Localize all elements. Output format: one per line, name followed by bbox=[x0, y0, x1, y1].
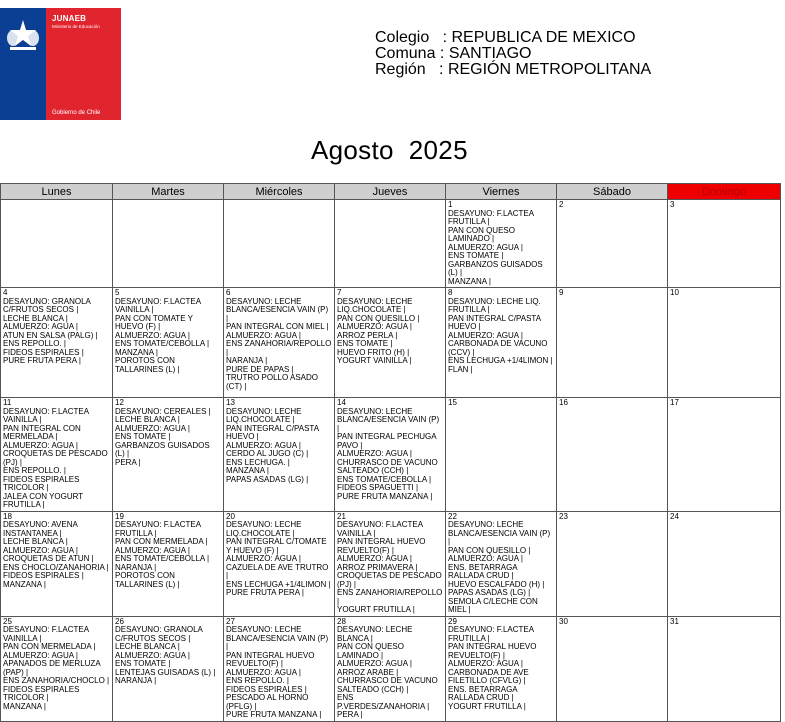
day-menu-text: DESAYUNO: LECHE BLANCA/ESENCIA VAIN (P) | PAN CON QUESILLO | ALMUERZO: AGUA | ENS. BETARRAGA RALLADA CRUD | HUEVO ESCALFADO (H) | PAPAS ASADAS (LG) | SEMOLA C/LECHE CON MIEL | bbox=[448, 520, 551, 614]
day-menu-text: DESAYUNO: F.LACTEA VAINILLA | PAN CON MERMELADA | ALMUERZO: AGUA | APANADOS DE MERLUZA (PAP) | ENS ZANAHORIA/CHOCLO | FIDEOS ESPIRALES TRICOLOR | MANZANA | bbox=[3, 625, 110, 711]
day-cell bbox=[446, 200, 557, 288]
day-number: 17 bbox=[670, 398, 679, 407]
day-number: 21 bbox=[337, 511, 346, 521]
day-menu-text: DESAYUNO: F.LACTEA VAINILLA | PAN INTEGRAL HUEVO REVUELTO(F) | ALMUERZO: AGUA | ARROZ PRIMAVERA | CROQUETAS DE PESCADO (PJ) | ENS ZANAHORIA/REPOLLO | YOGURT FRUTILLA | bbox=[337, 520, 443, 614]
day-cell bbox=[446, 288, 557, 398]
junaeb-logo bbox=[0, 8, 121, 120]
day-number: 16 bbox=[559, 398, 568, 407]
day-number: 25 bbox=[3, 616, 12, 626]
day-cell bbox=[557, 616, 668, 721]
day-number: 15 bbox=[448, 398, 457, 407]
day-number: 23 bbox=[559, 511, 568, 521]
day-cell bbox=[335, 288, 446, 398]
day-cell bbox=[557, 200, 668, 288]
day-cell bbox=[335, 398, 446, 512]
comuna-value: SANTIAGO bbox=[448, 45, 532, 62]
menu-calendar bbox=[0, 183, 781, 722]
day-number: 3 bbox=[670, 200, 675, 209]
day-cell bbox=[113, 616, 224, 721]
day-number: 9 bbox=[559, 288, 564, 297]
logo-government-text: Gobierno de Chile bbox=[52, 110, 101, 116]
day-menu-text: DESAYUNO: LECHE BLANCA/ESENCIA VAIN (P) | PAN INTEGRAL PECHUGA PAVO | ALMUERZO: AGUA | CHURRASCO DE VACUNO SALTEADO (CCH) | ENS TOMATE/CEBOLLA | FIDEOS SPAGUETTI | PURE FRUTA MANZANA | bbox=[337, 406, 440, 501]
day-number: 10 bbox=[670, 288, 679, 297]
day-menu-text: DESAYUNO: F.LACTEA FRUTILLA | PAN INTEGRAL HUEVO REVUELTO(F) | ALMUERZO: AGUA | CARBONADA DE AVE FILETILLO (CFVLG) | ENS. BETARRAGA RALLADA CRUD | YOGURT FRUTILLA | bbox=[448, 625, 537, 711]
weekday-header-viernes: Viernes bbox=[446, 184, 557, 200]
day-number: 29 bbox=[448, 616, 457, 626]
day-menu-text: DESAYUNO: LECHE BLANCA/ESENCIA VAIN (P) | PAN INTEGRAL HUEVO REVUELTO(F) | ALMUERZO: AGUA | ENS REPOLLO. | FIDEOS ESPIRALES | PESCADO AL HORNO (PFLG) | PURE FRUTA MANZANA | bbox=[226, 625, 329, 719]
logo-blue-panel bbox=[0, 8, 46, 120]
day-menu-text: DESAYUNO: F.LACTEA VAINILLA | PAN CON TOMATE Y HUEVO (F) | ALMUERZO: AGUA | ENS TOMATE/CEBOLLA | MANZANA | POROTOS CON TALLARINES (L) | bbox=[115, 296, 210, 374]
day-cell bbox=[224, 398, 335, 512]
weekday-header-sabado: Sábado bbox=[557, 184, 668, 200]
day-menu-text: DESAYUNO: GRANOLA C/FRUTOS SECOS | LECHE BLANCA | ALMUERZO: AGUA | ATUN EN SALSA (PALG) | ENS REPOLLO. | FIDEOS ESPIRALES | PURE FRUTA PERA | bbox=[3, 296, 98, 365]
day-cell bbox=[113, 200, 224, 288]
weekday-header-jueves: Jueves bbox=[335, 184, 446, 200]
colegio-row bbox=[375, 30, 651, 46]
day-menu-text: DESAYUNO: LECHE BLANCA | PAN CON QUESO LAMINADO | ALMUERZO: AGUA | ARROZ ARABE | CHURRASCO DE VACUNO SALTEADO (CCH) | ENS P.VERDES/ZANAHORIA | PERA | bbox=[337, 625, 438, 719]
day-cell bbox=[446, 511, 557, 616]
colegio-label: Colegio : bbox=[375, 29, 452, 46]
day-number: 1 bbox=[448, 200, 453, 209]
day-menu-text: DESAYUNO: LECHE LIQ.CHOCOLATE | PAN INTEGRAL C/TOMATE Y HUEVO (F) | ALMUERZO: AGUA | CAZUELA DE AVE TRUTRO | ENS LECHUGA +1/4LIMON | PURE FRUTA PERA | bbox=[226, 520, 331, 597]
day-number: 18 bbox=[3, 511, 12, 521]
day-cell bbox=[113, 511, 224, 616]
weekday-header-row bbox=[1, 184, 781, 200]
day-menu-text: DESAYUNO: LECHE LIQ.CHOCOLATE | PAN CON QUESILLO | ALMUERZO: AGUA | ARROZ PERLA | ENS TOMATE | HUEVO FRITO (H) | YOGURT VAINILLA | bbox=[337, 296, 420, 365]
day-menu-text: DESAYUNO: LECHE LIQ.CHOCOLATE | PAN INTEGRAL C/PASTA HUEVO | ALMUERZO: AGUA | CERDO AL JUGO (C) | ENS LECHUGA. | MANZANA | PAPAS ASADAS (LG) | bbox=[226, 406, 319, 484]
day-cell bbox=[113, 288, 224, 398]
day-menu-text: DESAYUNO: F.LACTEA FRUTILLA | PAN CON QUESO LAMINADO | ALMUERZO: AGUA | ENS TOMATE | GARBANZOS GUISADOS (L) | MANZANA | bbox=[448, 208, 543, 286]
day-number: 22 bbox=[448, 511, 457, 521]
day-cell bbox=[224, 288, 335, 398]
calendar-week-row bbox=[1, 398, 781, 512]
day-cell bbox=[557, 398, 668, 512]
calendar-week-row bbox=[1, 511, 781, 616]
school-info bbox=[375, 30, 651, 78]
day-number: 4 bbox=[3, 288, 8, 297]
day-number: 31 bbox=[670, 616, 679, 626]
day-number: 30 bbox=[559, 616, 568, 626]
day-menu-text: DESAYUNO: F.LACTEA FRUTILLA | PAN CON MERMELADA | ALMUERZO: AGUA | ENS TOMATE/CEBOLLA | NARANJA | POROTOS CON TALLARINES (L) | bbox=[115, 520, 210, 589]
day-number: 2 bbox=[559, 200, 564, 209]
day-cell bbox=[224, 200, 335, 288]
weekday-header-domingo: Domingo bbox=[668, 184, 781, 200]
day-cell bbox=[335, 200, 446, 288]
day-menu-text: DESAYUNO: LECHE BLANCA/ESENCIA VAIN (P) | PAN INTEGRAL CON MIEL | ALMUERZO: AGUA | ENS ZANAHORIA/REPOLLO | NARANJA | PURE DE PAPAS | TRUTRO POLLO ASADO (CT) | bbox=[226, 296, 332, 391]
region-value: REGIÓN METROPOLITANA bbox=[447, 61, 652, 78]
day-cell bbox=[557, 511, 668, 616]
calendar-week-row bbox=[1, 200, 781, 288]
day-number: 14 bbox=[337, 398, 346, 407]
day-number: 5 bbox=[115, 288, 120, 297]
logo-ministry-text: Ministerio de Educación bbox=[52, 24, 100, 29]
day-menu-text: DESAYUNO: LECHE LIQ. FRUTILLA | PAN INTEGRAL C/PASTA HUEVO | ALMUERZO: AGUA | CARBONADA DE VACUNO (CCV) | ENS LECHUGA +1/4LIMON | FLAN | bbox=[448, 296, 553, 374]
day-menu-text: DESAYUNO: AVENA INSTANTANEA | LECHE BLANCA | ALMUERZO: AGUA | CROQUETAS DE ATUN | ENS CHOCLO/ZANAHORIA | FIDEOS ESPIRALES | MANZANA | bbox=[3, 520, 109, 589]
day-cell bbox=[668, 511, 781, 616]
day-cell bbox=[224, 511, 335, 616]
region-row bbox=[375, 62, 651, 78]
day-cell bbox=[446, 616, 557, 721]
day-number: 24 bbox=[670, 511, 679, 521]
logo-brand-text: JUNAEB bbox=[52, 14, 87, 23]
comuna-label: Comuna : bbox=[375, 45, 449, 62]
day-menu-text: DESAYUNO: F.LACTEA VAINILLA | PAN INTEGRAL CON MERMELADA | ALMUERZO: AGUA | CROQUETAS DE PESCADO (PJ) | ENS REPOLLO. | FIDEOS ESPIRALES TRICOLOR | JALEA CON YOGURT FRUTILLA | bbox=[3, 406, 108, 509]
day-number: 11 bbox=[3, 398, 12, 407]
day-number: 28 bbox=[337, 616, 346, 626]
day-number: 27 bbox=[226, 616, 235, 626]
calendar-week-row bbox=[1, 616, 781, 721]
day-cell bbox=[1, 616, 113, 721]
day-number: 20 bbox=[226, 511, 235, 521]
region-label: Región : bbox=[375, 61, 448, 78]
month-title: Agosto 2025 bbox=[311, 135, 468, 165]
day-cell bbox=[1, 200, 113, 288]
day-number: 13 bbox=[226, 398, 235, 407]
day-number: 19 bbox=[115, 511, 124, 521]
weekday-header-lunes: Lunes bbox=[1, 184, 113, 200]
day-menu-text: DESAYUNO: CEREALES | LECHE BLANCA | ALMUERZO: AGUA | ENS TOMATE | GARBANZOS GUISADOS (L) | PERA | bbox=[115, 406, 211, 467]
day-cell bbox=[335, 511, 446, 616]
day-number: 26 bbox=[115, 616, 124, 626]
day-cell bbox=[668, 288, 781, 398]
day-cell bbox=[446, 398, 557, 512]
day-cell bbox=[224, 616, 335, 721]
day-number: 8 bbox=[448, 288, 453, 297]
logo-red-panel bbox=[46, 8, 121, 120]
colegio-value: REPUBLICA DE MEXICO bbox=[451, 29, 636, 46]
calendar-week-row bbox=[1, 288, 781, 398]
day-menu-text: DESAYUNO: GRANOLA C/FRUTOS SECOS | LECHE BLANCA | ALMUERZO: AGUA | ENS TOMATE | LENTEJAS GUISADAS (L) | NARANJA | bbox=[115, 625, 216, 685]
day-cell bbox=[668, 200, 781, 288]
day-cell bbox=[557, 288, 668, 398]
weekday-header-martes: Martes bbox=[113, 184, 224, 200]
day-number: 12 bbox=[115, 398, 124, 407]
day-cell bbox=[335, 616, 446, 721]
day-cell bbox=[668, 616, 781, 721]
coat-of-arms-icon bbox=[4, 18, 42, 52]
day-cell bbox=[1, 511, 113, 616]
day-cell bbox=[1, 398, 113, 512]
day-cell bbox=[113, 398, 224, 512]
comuna-row bbox=[375, 46, 651, 62]
weekday-header-miercoles: Miércoles bbox=[224, 184, 335, 200]
day-number: 6 bbox=[226, 288, 231, 297]
day-number: 7 bbox=[337, 288, 342, 297]
day-cell bbox=[1, 288, 113, 398]
day-cell bbox=[668, 398, 781, 512]
